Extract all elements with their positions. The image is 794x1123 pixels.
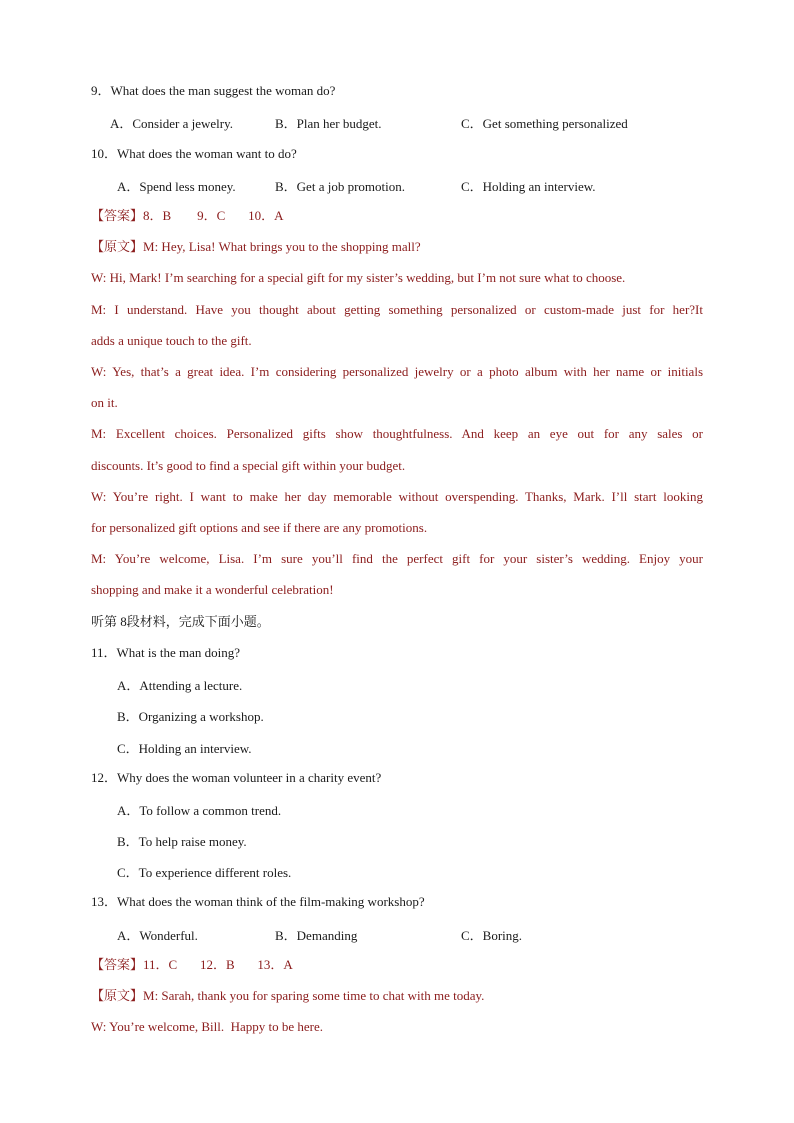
question-9-stem: 9．What does the man suggest the woman do? xyxy=(91,83,336,98)
answer-tag: 【答案】 xyxy=(91,957,144,972)
transcript-2-line-first xyxy=(91,987,703,1005)
question-12-stem: 12．Why does the woman volunteer in a charity event? xyxy=(91,770,382,785)
question-10-option-c: C．Holding an interview. xyxy=(461,179,596,194)
answer-line-2 xyxy=(91,956,703,974)
answer-line-1 xyxy=(91,207,703,225)
question-9-option-c: C．Get something personalized xyxy=(461,116,628,131)
transcript-line-first xyxy=(91,238,703,256)
question-11-stem: 11．What is the man doing? xyxy=(91,645,240,660)
transcript-line: W: Hi, Mark! I’m searching for a special gift for my sister’s wedding, but I’m not sure what to choose. xyxy=(91,270,626,285)
transcript-line: shopping and make it a wonderful celebration! xyxy=(91,582,334,597)
question-13-option-a: A．Wonderful. xyxy=(117,928,198,943)
question-10-stem: 10．What does the woman want to do? xyxy=(91,146,297,161)
question-12-option-a: A．To follow a common trend. xyxy=(117,803,282,818)
answer-tag: 【答案】 xyxy=(91,208,144,223)
section-instruction: 听第 8段材料，完成下面小题。 xyxy=(91,614,270,629)
transcript-line: adds a unique touch to the gift. xyxy=(91,333,252,348)
answer-text: 8．B 9．C 10．A xyxy=(143,208,284,223)
question-10-option-a: A．Spend less money. xyxy=(117,179,236,194)
transcript-line: M: Excellent choices. Personalized gifts show thoughtfulness. And keep an eye out for any sales or xyxy=(91,426,703,441)
transcript-text: M: Hey, Lisa! What brings you to the shopping mall? xyxy=(143,239,421,254)
question-11-option-b: B．Organizing a workshop. xyxy=(117,709,264,724)
transcript-line: M: You’re welcome, Lisa. I’m sure you’ll find the perfect gift for your sister’s wedding. Enjoy your xyxy=(91,551,703,566)
transcript-line: on it. xyxy=(91,395,118,410)
question-13-option-c: C．Boring. xyxy=(461,928,523,943)
question-12-option-b: B．To help raise money. xyxy=(117,834,247,849)
transcript-text: M: Sarah, thank you for sparing some time to chat with me today. xyxy=(143,988,485,1003)
answer-text: 11．C 12．B 13．A xyxy=(143,957,293,972)
question-11-option-c: C．Holding an interview. xyxy=(117,741,252,756)
question-11-option-a: A．Attending a lecture. xyxy=(117,678,243,693)
question-9-option-b: B．Plan her budget. xyxy=(275,116,382,131)
transcript-tag: 【原文】 xyxy=(91,988,144,1003)
transcript-line: discounts. It’s good to find a special gift within your budget. xyxy=(91,458,406,473)
question-13-option-b: B．Demanding xyxy=(275,928,358,943)
transcript-2-line-second: W: You’re welcome, Bill. Happy to be here. xyxy=(91,1019,324,1034)
transcript-line: M: I understand. Have you thought about getting something personalized or custom-made just for her?It xyxy=(91,302,703,317)
transcript-line: W: Yes, that’s a great idea. I’m considering personalized jewelry or a photo album with her name or initials xyxy=(91,364,703,379)
question-9-option-a: A．Consider a jewelry. xyxy=(110,116,233,131)
transcript-line: for personalized gift options and see if there are any promotions. xyxy=(91,520,428,535)
question-13-stem: 13．What does the woman think of the film-making workshop? xyxy=(91,894,425,909)
transcript-tag: 【原文】 xyxy=(91,239,144,254)
question-12-option-c: C．To experience different roles. xyxy=(117,865,292,880)
question-10-option-b: B．Get a job promotion. xyxy=(275,179,405,194)
transcript-line: W: You’re right. I want to make her day memorable without overspending. Thanks, Mark. I’ll start looking xyxy=(91,489,703,504)
